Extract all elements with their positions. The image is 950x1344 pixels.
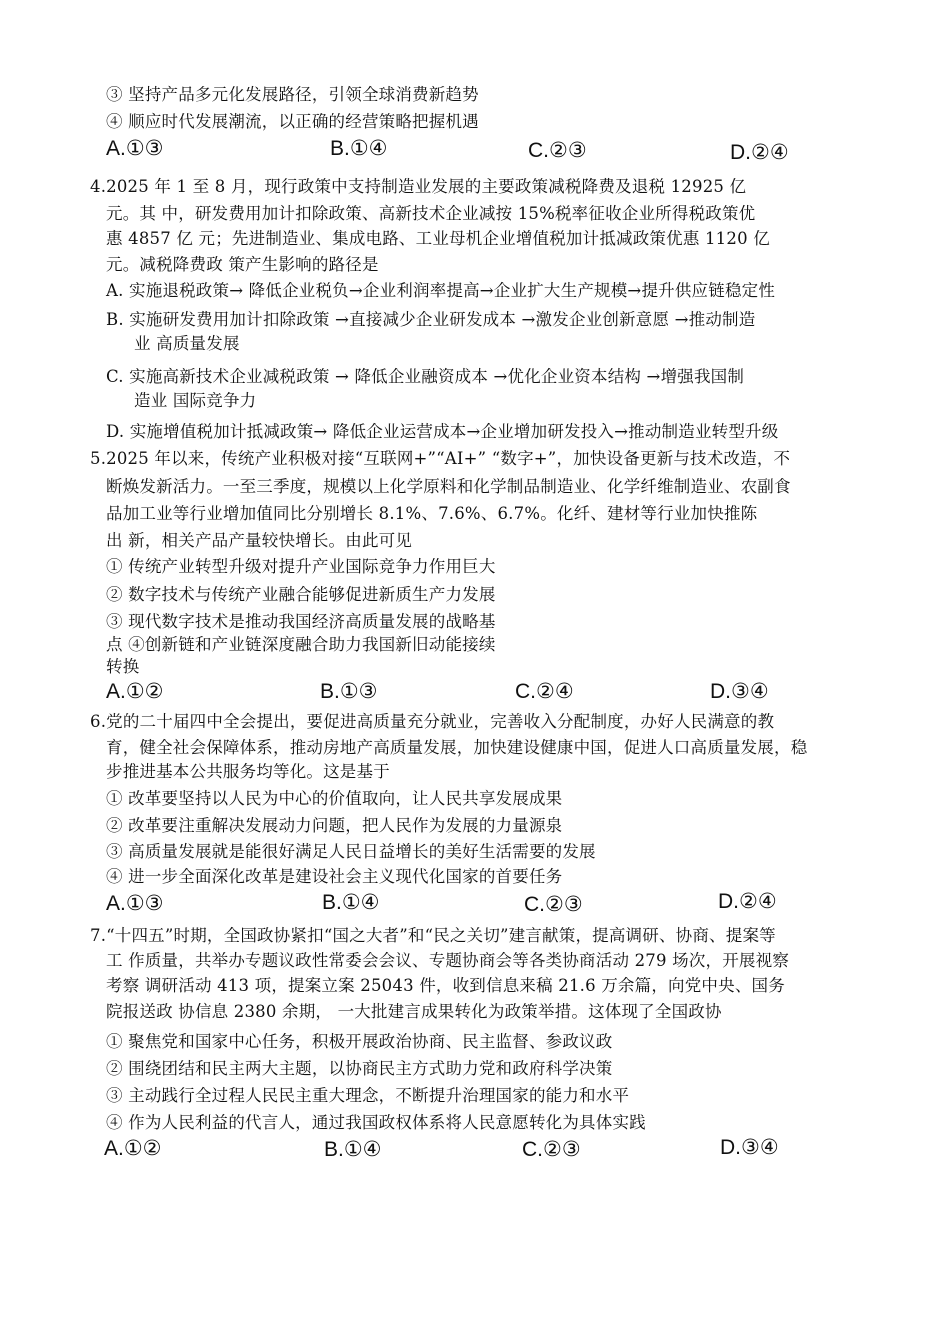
- question-stem-line: 5.2025 年以来，传统产业积极对接“互联网+”“AI+” “数字+”，加快设备更新与技术改造，不: [90, 449, 791, 468]
- option-a[interactable]: A.①③: [106, 892, 164, 915]
- option-d[interactable]: D.②④: [718, 890, 777, 913]
- option-d[interactable]: D. 实施增值税加计抵减政策→ 降低企业运营成本→企业增加研发投入→推动制造业转型升级: [106, 422, 779, 441]
- question-stem-line: 断焕发新活力。一至三季度，规模以上化学原料和化学制品制造业、化学纤维制造业、农副食: [106, 477, 791, 496]
- option-d[interactable]: D.②④: [730, 141, 789, 164]
- option-a[interactable]: A.①③: [106, 137, 164, 160]
- option-b[interactable]: B.①④: [324, 1138, 382, 1161]
- question-stem-line: 步推进基本公共服务均等化。这是基于: [106, 762, 390, 781]
- question-stem-line: 育，健全社会保障体系，推动房地产高质量发展，加快建设健康中国，促进人口高质量发展，稳: [106, 738, 808, 757]
- question-stem-line: 工 作质量，共举办专题议政性常委会会议、专题协商会等各类协商活动 279 场次，开展视察: [106, 951, 790, 970]
- option-c-continued: 造业 国际竞争力: [134, 391, 257, 410]
- statement-4-continued: 转换: [106, 657, 140, 676]
- statement-1: ① 改革要坚持以人民为中心的价值取向，让人民共享发展成果: [106, 789, 563, 808]
- statement-1: ① 聚焦党和国家中心任务，积极开展政治协商、民主监督、参政议政: [106, 1032, 613, 1051]
- statement-3: ③ 高质量发展就是能很好满足人民日益增长的美好生活需要的发展: [106, 842, 596, 861]
- option-c[interactable]: C. 实施高新技术企业减税政策 → 降低企业融资成本 →优化企业资本结构 →增强我国制: [106, 367, 745, 386]
- option-c[interactable]: C.②③: [528, 139, 587, 162]
- option-d[interactable]: D.③④: [710, 680, 769, 703]
- statement-1: ① 传统产业转型升级对提升产业国际竞争力作用巨大: [106, 557, 496, 576]
- option-b[interactable]: B.①④: [322, 891, 380, 914]
- statement-2: ② 围绕团结和民主两大主题，以协商民主方式助力党和政府科学决策: [106, 1059, 613, 1078]
- statement-2: ② 数字技术与传统产业融合能够促进新质生产力发展: [106, 585, 496, 604]
- question-stem-line: 元。减税降费政 策产生影响的路径是: [106, 255, 379, 274]
- question-stem-line: 6.党的二十届四中全会提出，要促进高质量充分就业，完善收入分配制度，办好人民满意的教: [90, 712, 775, 731]
- statement-3-4: 点 ④创新链和产业链深度融合助力我国新旧动能接续: [106, 635, 496, 654]
- question-stem-line: 7.“十四五”时期，全国政协紧扣“国之大者”和“民之关切”建言献策，提高调研、协商、提案等: [90, 926, 776, 945]
- question-stem-line: 出 新，相关产品产量较快增长。由此可见: [106, 531, 413, 550]
- question-stem-line: 4.2025 年 1 至 8 月，现行政策中支持制造业发展的主要政策减税降费及退税 12925 亿: [90, 177, 747, 196]
- option-c[interactable]: C.②④: [515, 680, 574, 703]
- statement-3: ③ 现代数字技术是推动我国经济高质量发展的战略基: [106, 612, 496, 631]
- question-stem-line: 院报送政 协信息 2380 余期， 一大批建言成果转化为政策举措。这体现了全国政协: [106, 1002, 722, 1021]
- option-a[interactable]: A. 实施退税政策→ 降低企业税负→企业利润率提高→企业扩大生产规模→提升供应链稳定性: [106, 281, 776, 300]
- option-a[interactable]: A.①②: [104, 1137, 162, 1160]
- option-c[interactable]: C.②③: [522, 1138, 581, 1161]
- question-stem-line: 元。其 中，研发费用加计扣除政策、高新技术企业减按 15%税率征收企业所得税政策优: [106, 204, 756, 223]
- statement-4: ④ 作为人民利益的代言人，通过我国政权体系将人民意愿转化为具体实践: [106, 1113, 646, 1132]
- option-a[interactable]: A.①②: [106, 680, 164, 703]
- question-stem-line: 考察 调研活动 413 项，提案立案 25043 件，收到信息来稿 21.6 万余篇，向党中央、国务: [106, 976, 785, 995]
- option-b[interactable]: B. 实施研发费用加计扣除政策 →直接减少企业研发成本 →激发企业创新意愿 →推动制造: [106, 310, 756, 329]
- question-stem-line: 惠 4857 亿 元；先进制造业、集成电路、工业母机企业增值税加计抵减政策优惠 1120 亿: [106, 229, 770, 248]
- option-b[interactable]: B.①④: [330, 137, 388, 160]
- option-b[interactable]: B.①③: [320, 680, 378, 703]
- option-d[interactable]: D.③④: [720, 1136, 779, 1159]
- question-stem-line: 品加工业等行业增加值同比分别增长 8.1%、7.6%、6.7%。化纤、建材等行业加快推陈: [106, 504, 758, 523]
- option-c[interactable]: C.②③: [524, 893, 583, 916]
- statement-4: ④ 进一步全面深化改革是建设社会主义现代化国家的首要任务: [106, 867, 563, 886]
- statement-4: ④ 顺应时代发展潮流，以正确的经营策略把握机遇: [106, 112, 479, 131]
- statement-2: ② 改革要注重解决发展动力问题，把人民作为发展的力量源泉: [106, 816, 563, 835]
- statement-3: ③ 坚持产品多元化发展路径，引领全球消费新趋势: [106, 85, 479, 104]
- statement-3: ③ 主动践行全过程人民民主重大理念，不断提升治理国家的能力和水平: [106, 1086, 630, 1105]
- option-b-continued: 业 高质量发展: [134, 334, 240, 353]
